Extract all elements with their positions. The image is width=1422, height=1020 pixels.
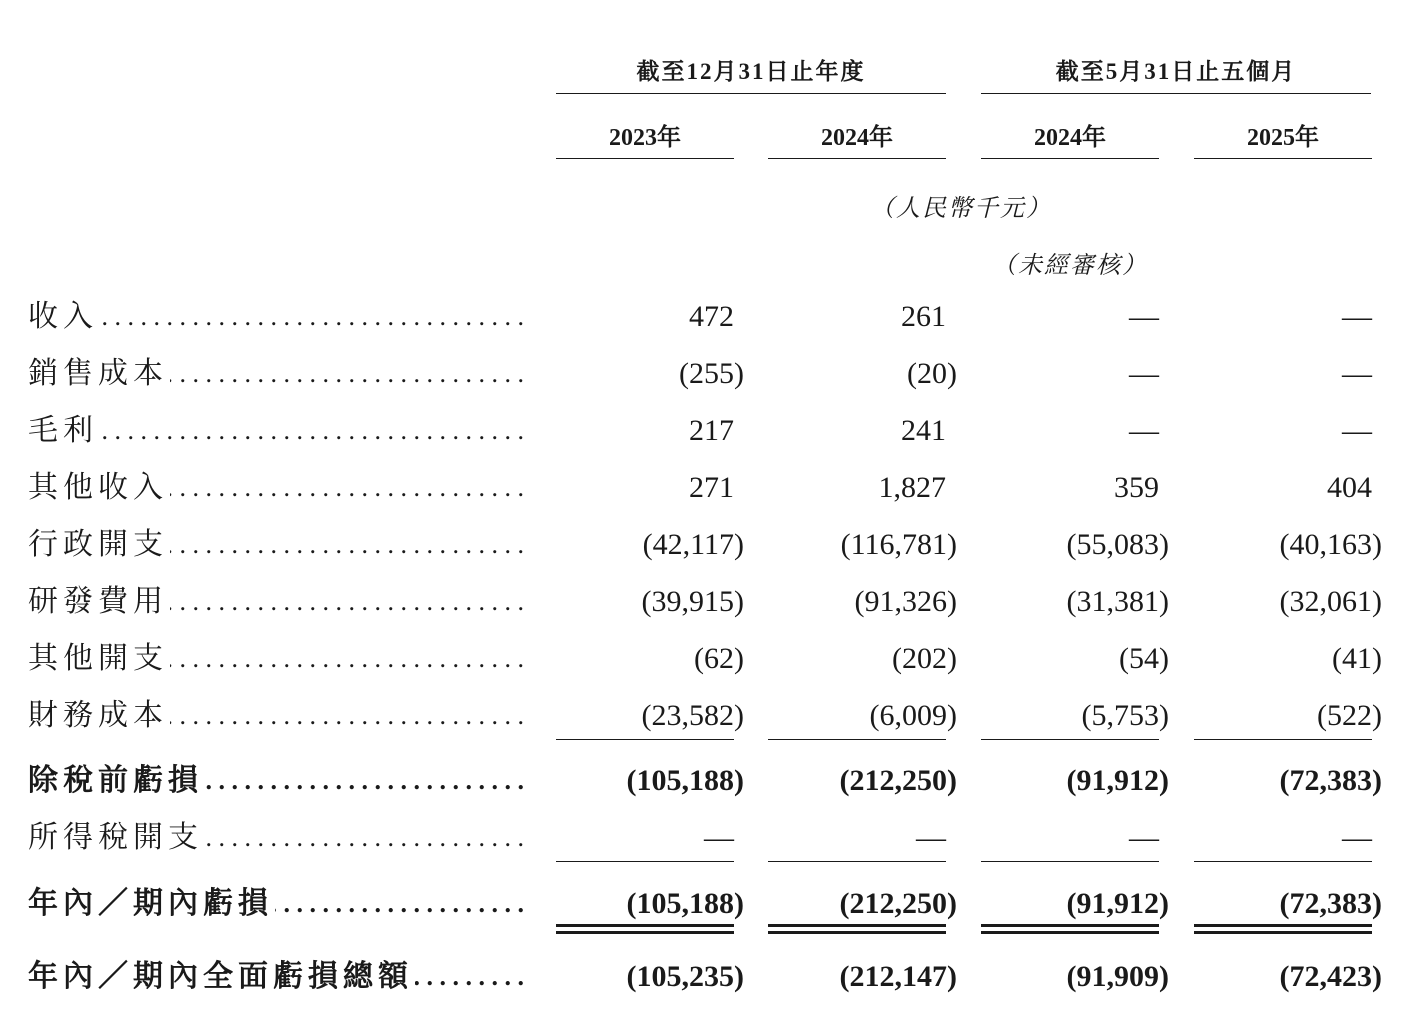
- cell-value: (522): [1317, 699, 1382, 732]
- year-header-2024-five-months: 2024年: [1034, 125, 1106, 151]
- cell-value: (41): [1332, 642, 1382, 675]
- cell-value: (212,250): [839, 764, 957, 797]
- subtotal-rule: [768, 861, 946, 862]
- year-header-rule: [1194, 158, 1372, 159]
- cell-value: —: [1129, 300, 1159, 333]
- row-label: . . . 除稅前虧損: [28, 761, 524, 801]
- cell-value: —: [1342, 300, 1372, 333]
- table-row: [0, 354, 1422, 394]
- table-row: [0, 525, 1422, 565]
- cell-value: (255): [679, 357, 744, 390]
- table-row: [0, 297, 1422, 337]
- row-label: . . . 行政開支: [28, 525, 524, 565]
- cell-value: —: [1129, 414, 1159, 447]
- table-row: [0, 582, 1422, 622]
- cell-value: —: [1129, 357, 1159, 390]
- cell-value: (202): [892, 642, 957, 675]
- group-header-five-months: 截至5月31日止五個月: [1055, 59, 1297, 84]
- cell-value: (105,188): [626, 887, 744, 920]
- subtotal-rule: [1194, 861, 1372, 862]
- row-label: . . . 其他開支: [28, 639, 524, 679]
- cell-value: —: [704, 821, 734, 854]
- cell-value: (72,423): [1279, 960, 1382, 993]
- year-header-rule: [556, 158, 734, 159]
- cell-value: (91,912): [1066, 764, 1169, 797]
- cell-value: 217: [689, 414, 734, 447]
- row-label: . . . 研發費用: [28, 582, 524, 622]
- subtotal-rule: [981, 861, 1159, 862]
- cell-value: (6,009): [869, 699, 957, 732]
- cell-value: 1,827: [878, 471, 946, 504]
- cell-value: —: [916, 821, 946, 854]
- total-double-rule: [981, 924, 1159, 934]
- subtotal-rule: [1194, 739, 1372, 740]
- cell-value: (20): [907, 357, 957, 390]
- group-header-fiscal-year: 截至12月31日止年度: [636, 59, 866, 84]
- cell-value: —: [1342, 357, 1372, 390]
- cell-value: (105,235): [626, 960, 744, 993]
- table-row: [0, 468, 1422, 508]
- table-row: [0, 696, 1422, 736]
- cell-value: (91,909): [1066, 960, 1169, 993]
- cell-value: (62): [694, 642, 744, 675]
- year-header-2024: 2024年: [821, 125, 893, 151]
- table-row: [0, 761, 1422, 801]
- cell-value: (39,915): [641, 585, 744, 618]
- cell-value: (105,188): [626, 764, 744, 797]
- cell-value: 404: [1327, 471, 1372, 504]
- total-double-rule: [1194, 924, 1372, 934]
- cell-value: (42,117): [642, 528, 744, 561]
- cell-value: (55,083): [1066, 528, 1169, 561]
- year-header-2023: 2023年: [609, 125, 681, 151]
- cell-value: (40,163): [1279, 528, 1382, 561]
- group-header-rule: [981, 93, 1371, 94]
- table-row: [0, 957, 1422, 997]
- cell-value: (91,912): [1066, 887, 1169, 920]
- year-header-rule: [768, 158, 946, 159]
- row-label: . . . 年內／期內虧損: [28, 884, 524, 924]
- cell-value: (5,753): [1081, 699, 1169, 732]
- year-header-2025: 2025年: [1247, 125, 1319, 151]
- total-double-rule: [768, 924, 946, 934]
- row-label: . . . 銷售成本: [28, 354, 524, 394]
- cell-value: —: [1129, 821, 1159, 854]
- row-label: . . . 財務成本: [28, 696, 524, 736]
- cell-value: (54): [1119, 642, 1169, 675]
- cell-value: 359: [1114, 471, 1159, 504]
- row-label: . . . 年內／期內全面虧損總額: [28, 957, 524, 997]
- cell-value: (116,781): [840, 528, 957, 561]
- cell-value: (212,250): [839, 887, 957, 920]
- row-label: . . . 收入: [28, 297, 524, 337]
- cell-value: 271: [689, 471, 734, 504]
- cell-value: —: [1342, 821, 1372, 854]
- row-label: . . . 其他收入: [28, 468, 524, 508]
- row-label: . . . 所得稅開支: [28, 818, 524, 858]
- subtotal-rule: [768, 739, 946, 740]
- cell-value: (31,381): [1066, 585, 1169, 618]
- subtotal-rule: [981, 739, 1159, 740]
- table-row: [0, 639, 1422, 679]
- cell-value: 241: [901, 414, 946, 447]
- table-row: [0, 818, 1422, 858]
- year-header-rule: [981, 158, 1159, 159]
- table-row: [0, 411, 1422, 451]
- cell-value: (91,326): [854, 585, 957, 618]
- cell-value: 472: [689, 300, 734, 333]
- group-header-rule: [556, 93, 946, 94]
- cell-value: (72,383): [1279, 764, 1382, 797]
- total-double-rule: [556, 924, 734, 934]
- cell-value: (212,147): [839, 960, 957, 993]
- row-label: . . . 毛利: [28, 411, 524, 451]
- cell-value: (23,582): [641, 699, 744, 732]
- unit-note: （人民幣千元）: [870, 196, 1052, 222]
- subtotal-rule: [556, 739, 734, 740]
- table-row: [0, 884, 1422, 924]
- unaudited-note: （未經審核）: [992, 253, 1148, 279]
- cell-value: (32,061): [1279, 585, 1382, 618]
- subtotal-rule: [556, 861, 734, 862]
- cell-value: 261: [901, 300, 946, 333]
- cell-value: (72,383): [1279, 887, 1382, 920]
- cell-value: —: [1342, 414, 1372, 447]
